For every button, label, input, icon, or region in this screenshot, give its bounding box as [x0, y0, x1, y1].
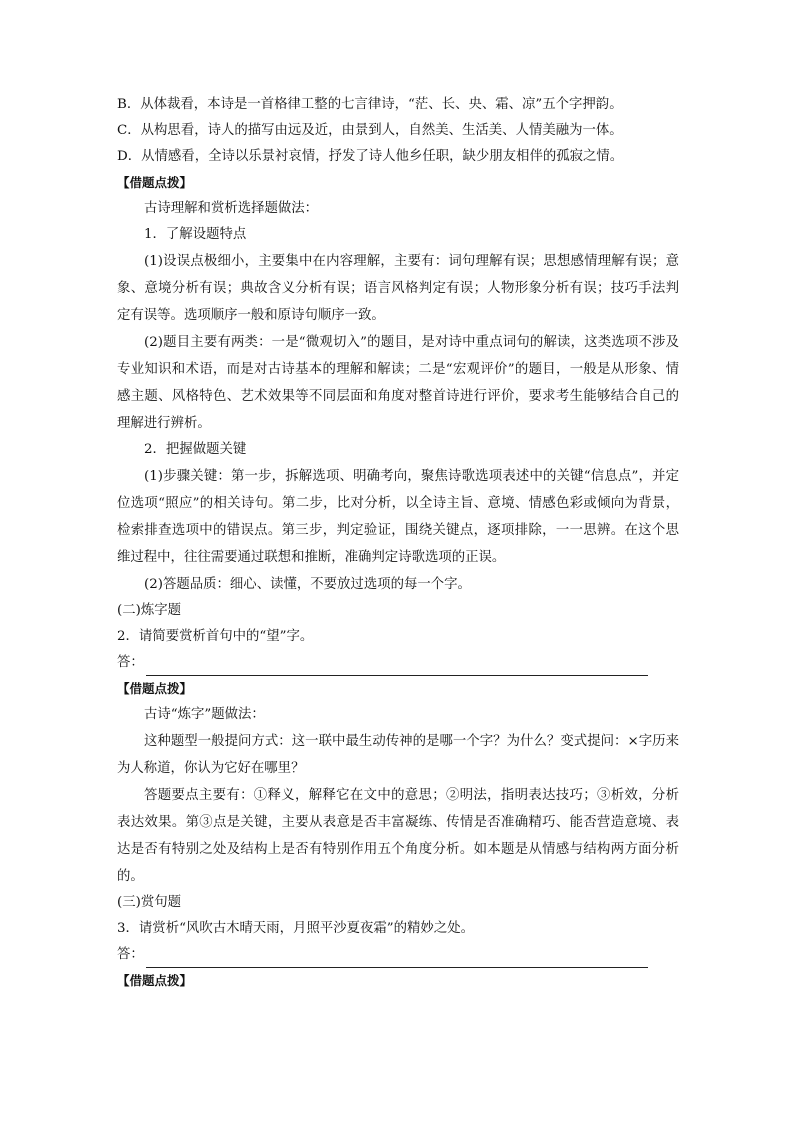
sec1-heading-1: 1．了解设题特点	[144, 227, 247, 242]
sec3-answer-line[interactable]	[146, 949, 648, 968]
sec3-answer-label: 答：	[117, 947, 144, 962]
option-c: C．从构思看，诗人的描写由远及近，由景到人，自然美、生活美、人情美融为一体。	[117, 123, 623, 138]
option-b: B．从体裁看，本诗是一首格律工整的七言律诗，“茫、长、央、霜、凉”五个字押韵。	[117, 97, 623, 112]
sec2-para-1: 这种题型一般提问方式：这一联中最生动传神的是哪一个字？为什么？变式提问：×字历来为人称道，你认为它好在哪里？	[117, 734, 679, 776]
sec2-para-2: 答题要点主要有：①释义，解释它在文中的意思；②明法，指明表达技巧；③析效，分析表达效果。第③点是关键，主要从表意是否丰富凝练、传情是否准确精巧、能否营造意境、表达是否有特别之处及结构上是否有特别作用五个角度分析。如本题是从情感与结构两方面分析的。	[117, 788, 679, 884]
sec1-para-4: (2)答题品质：细心、读懂，不要放过选项的每一个字。	[144, 577, 471, 592]
sec2-question: 2．请简要赏析首句中的“望”字。	[117, 629, 314, 644]
sec1-para-2: (2)题目主要有两类：一是“微观切入”的题目，是对诗中重点词句的解读，这类选项不涉及专业知识和术语，而是对古诗基本的理解和解读；二是“宏观评价”的题目，一般是从形象、情感主题、风格特色、艺术效果等不同层面和角度对整首诗进行评价，要求考生能够结合自己的理解进行辨析。	[117, 335, 679, 431]
sec3-title: (三)赏句题	[117, 895, 182, 910]
sec2-answer-field[interactable]	[117, 650, 679, 676]
option-d: D．从情感看，全诗以乐景衬哀情，抒发了诗人他乡任职，缺少朋友相伴的孤寂之情。	[117, 149, 624, 164]
sec1-para-3: (1)步骤关键：第一步，拆解选项、明确考向，聚焦诗歌选项表述中的关键“信息点”，并定位选项“照应”的相关诗句。第二步，比对分析，以全诗主旨、意境、情感色彩或倾向为背景，检索排查选项中的错误点。第三步，判定验证，围绕关键点，逐项排除，一一思辨。在这个思维过程中，往往需要通过联想和推断，准确判定诗歌选项的正误。	[117, 469, 679, 565]
document-page	[117, 92, 679, 994]
sec3-question: 3．请赏析“风吹古木晴天雨，月照平沙夏夜霜”的精妙之处。	[117, 921, 474, 936]
sec2-answer-line[interactable]	[146, 657, 648, 676]
sec1-para-1: (1)设误点极细小，主要集中在内容理解，主要有：词句理解有误；思想感情理解有误；意象、意境分析有误；典故含义分析有误；语言风格判定有误；人物形象分析有误；技巧手法判定有误等。选项顺序一般和原诗句顺序一致。	[117, 254, 679, 323]
tip-label-3: 【借题点拨】	[117, 973, 193, 988]
sec1-intro: 古诗理解和赏析选择题做法：	[144, 201, 319, 216]
tip-label-1: 【借题点拨】	[117, 175, 193, 190]
sec1-heading-2: 2．把握做题关键	[144, 442, 247, 457]
sec2-title: (二)炼字题	[117, 603, 182, 618]
sec2-answer-label: 答：	[117, 655, 144, 670]
sec2-intro: 古诗“炼字”题做法：	[144, 707, 265, 722]
sec3-answer-field[interactable]	[117, 942, 679, 968]
tip-label-2: 【借题点拨】	[117, 681, 193, 696]
